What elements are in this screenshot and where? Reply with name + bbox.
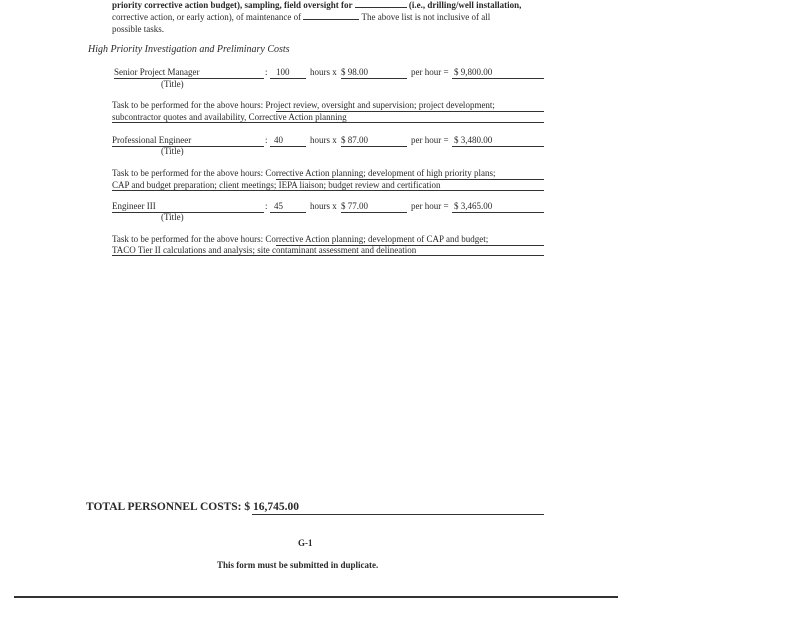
- total-value: $ 3,465.00: [454, 201, 493, 211]
- hours-value: 100: [276, 67, 290, 77]
- intro-line-2: corrective action, or early action), of maintenance of The above list is not inclusive of all: [112, 12, 491, 22]
- per-hour-label: per hour =: [411, 67, 449, 77]
- rate-value: $ 77.00: [341, 201, 368, 211]
- intro-line-3: possible tasks.: [112, 24, 165, 34]
- title-label: (Title): [161, 146, 184, 156]
- total-value: $ 3,480.00: [454, 135, 493, 145]
- per-hour-label: per hour =: [411, 135, 449, 145]
- hours-value: 40: [274, 135, 283, 145]
- intro-line-1: priority corrective action budget), sampling, field oversight for (i.e., drilling/well installation,: [112, 0, 522, 10]
- title-label: (Title): [161, 79, 184, 89]
- total-value: $ 9,800.00: [454, 67, 493, 77]
- title-label: (Title): [161, 212, 184, 222]
- total-personnel-costs: TOTAL PERSONNEL COSTS: $ 16,745.00: [86, 501, 300, 513]
- hours-x-label: hours x: [310, 201, 337, 211]
- hours-x-label: hours x: [310, 67, 337, 77]
- task-line-2: CAP and budget preparation; client meetings; IEPA liaison; budget review and certification: [112, 180, 441, 190]
- position-title: Professional Engineer: [112, 135, 192, 145]
- task-line-1: Task to be performed for the above hours: Corrective Action planning; development of high priority plans;: [112, 168, 496, 178]
- position-title: Senior Project Manager: [114, 67, 200, 77]
- footer-note: This form must be submitted in duplicate.: [217, 560, 379, 570]
- task-line-1: Task to be performed for the above hours: Corrective Action planning; development of CAP and budget;: [112, 234, 489, 244]
- task-line-2: TACO Tier II calculations and analysis; site contaminant assessment and delineation: [112, 245, 417, 255]
- page-number: G-1: [298, 538, 313, 548]
- hours-x-label: hours x: [310, 135, 337, 145]
- section-heading: High Priority Investigation and Preliminary Costs: [88, 44, 290, 55]
- total-personnel-costs-value: $ 16,745.00: [244, 501, 300, 513]
- rate-value: $ 98.00: [341, 67, 368, 77]
- position-title: Engineer III: [112, 201, 156, 211]
- task-line-1: Task to be performed for the above hours: Project review, oversight and supervision; project development;: [112, 100, 495, 110]
- hours-value: 45: [274, 201, 283, 211]
- per-hour-label: per hour =: [411, 201, 449, 211]
- task-line-2: subcontractor quotes and availability, Corrective Action planning: [112, 112, 347, 122]
- rate-value: $ 87.00: [341, 135, 368, 145]
